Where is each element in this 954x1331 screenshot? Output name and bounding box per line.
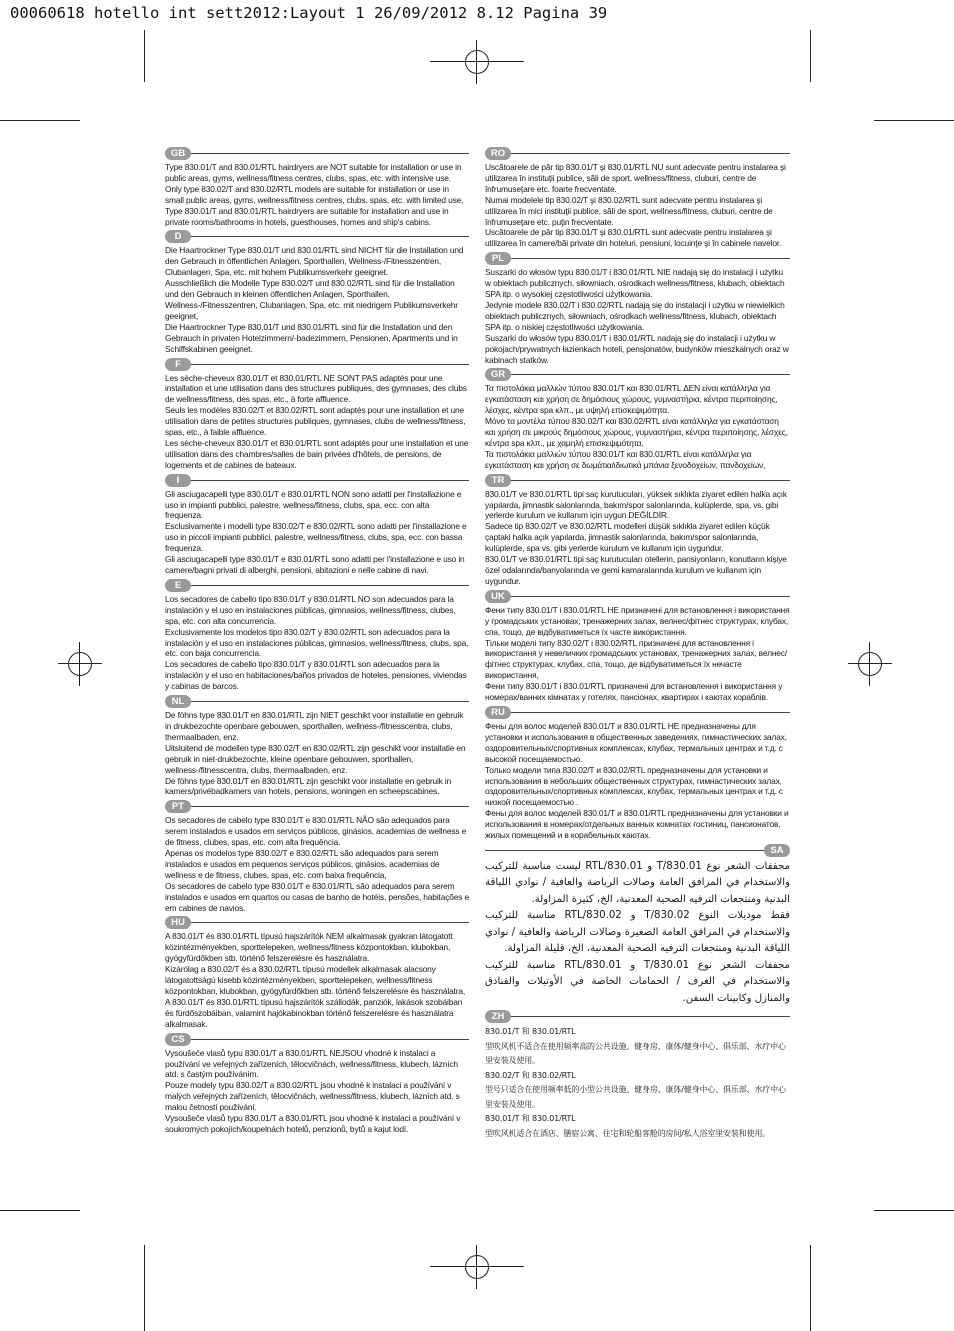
section-zh: [485, 1010, 790, 1141]
language-badge: UK: [485, 590, 511, 603]
section-cs: [165, 1033, 469, 1135]
crop-mark: [874, 1210, 954, 1211]
crop-mark: [0, 120, 80, 121]
registration-mark-top: [455, 40, 499, 84]
language-badge: RU: [485, 706, 511, 719]
section-text: 830.01/T 和 830.01/RTL 型吹风机不适合在使用频率高的公共设施、健身房、康体/健身中心、俱乐部、水疗中心里安装及使用。 830.02/T 和 830.02/RTL 型号只适合在使用频率低的小型公共设施、健身房、康体/健身中心、俱乐部、水疗中心里安装及使用。 830.01/T 和 830.01/RTL 型吹风机适合在酒店、膳宿公寓、住宅和轮船客舱的房间/私人浴室里安装和使用。: [485, 1027, 786, 1138]
section-text: 830.01/T ve 830.01/RTL tipi saç kurutucuları, yüksek sıklıkta ziyaret edilen halka açık yapılarda, jimnastik salonlarında, bakım/spor salonlarında, kulüplerde, spa, vs. gibi yerlerde kurulum ve kullanım için uygun DEĞİLDİR. Sadece tip 830.02/T ve 830.02/RTL modelleri düşük sıklıkla ziyaret edilen küçük çaptaki halka açık yapılarda, jimnastik salonlarında, bakım/spor salonlarında, kulüplerde, spa vs. gibi yerlerde kurulum ve kullanım için uygundur. 830.01/T ve 830.01/RTL tipi saç kurutucuları otellerin, pansiyonların, konutların kişiye özel odalarında/banyolarında ve gemi kamaralarında kurulum ve kullanım için uygundur.: [485, 488, 787, 586]
section-text: مجففات الشعر نوع 830.01/T و 830.01/RTL ليست مناسبة للتركيب والاستخدام في المرافق العامة وصالات الرياضة والعافية / نوادي اللياقة البدنية ومنتجعات الترفيه الصحية المعدنية، الخ، كثيرة المزاولة. فقط موديلات النوع 830.02/T و 830.02/RTL مناسبة للتركيب والاستخدام في المرافق العامة الصغيرة وصالات الرياضة والعافية / نوادي اللياقة البدنية ومنتجعات الترفيه الصحية المعدنية، الخ، قليلة المزاولة. مجففات الشعر نوع 830.01/T و 830.01/RTL مناسبة للتركيب والاستخدام في الغرف / الحمامات الخاصة في الأوتيلات والفنادق والمنازل وكابينات السفن.: [485, 860, 790, 1004]
section-text: Фены для волос моделей 830.01/T и 830.01/RTL НЕ предназначены для установки и использования в общественных заведениях, гимнастических залах, оздоровительных/спортивных комплексах, клубах, термальных центрах и т.д. с высокой посещаемостью. Только модели типа 830.02/T и 830.02/RTL предназначены для установки и использования в небольших общественных структурах, гимнастических залах, оздоровительных/спортивных комплексах, клубах, термальных центрах и т.д. с низкой посещаемостью . Фены для волос моделей 830.01/T и 830.01/RTL предназначены для установки и использования в номерах/отдельных ванных комнатах гостиниц, пансионатов, жилых помещений и в корабельных каютах.: [485, 720, 789, 841]
section-nl: [165, 695, 469, 797]
section-text: Die Haartrockner Type 830.01/T und 830.01/RTL sind NICHT für die Installation und den Gebrauch in öffentlichen Anlagen, Sporthallen, Wellness-/Fitnesszentren, Clubanlagen, Spa, etc. mit hohem Publikumsverkehr geeignet. Ausschließlich die Modelle Type 830.02/T und 830.02/RTL sind für die Installation und den Gebrauch in kleinen öffentlichen Anlagen, Sporthallen, Wellness-/Fitnesszentren, Clubanlagen, Spa, etc. mit niedrigem Publikumsverkehr geeignet, Die Haartrockner Type 830.01/T und 830.01/RTL sind für die Installation und den Gebrauch in privaten Hotelzimmern/-badezimmern, Pensionen, Apartments und in Schiffskabinen geeignet.: [165, 245, 464, 354]
section-d: [165, 230, 469, 354]
section-e: [165, 579, 469, 692]
section-text: Uscătoarele de păr tip 830.01/T şi 830.01/RTL NU sunt adecvate pentru instalarea şi utilizarea în instituţii publice, săli de sport, wellness/fitness, cluburi, centre de înfrumuseţare etc. foarte frecventate. Numai modelele tip 830.02/T şi 830.02/RTL sunt adecvate pentru instalarea şi utilizarea în mici instituţii publice, săli de sport, wellness/fitness, cluburi, centre de înfrumuseţare etc. puţin frecventate. Uscătoarele de păr tip 830.01/T şi 830.01/RTL sunt adecvate pentru instalarea şi utilizarea în camere/băi private din hoteluri, pensiuni, locuinţe şi în cabinele navelor.: [485, 162, 786, 249]
section-text: A 830.01/T és 830.01/RTL típusú hajszárítók NEM alkalmasak gyakran látogatott közintézményekben, sporttelepeken, wellness/fitness központokban, klubokban, gyógyfürdőkben stb. történő felszerelésre és használatra. Kizárólag a 830.02/T és a 830.02/RTL típusú modellek alkalmasak alacsony látogatottságú kisebb közintézményekben, sporttelepeken, wellness/fitness központokban, klubokban, gyógyfürdőkben stb. történő felszerelésre és használatra, A 830.01/T és 830.01/RTL típusú hajszárítók szállodák, panziók, lakások szobáiban és fürdőszobáiban, valamint hajókabinokban történő felszerelésre és használatra alkalmasak.: [165, 931, 466, 1029]
section-ru: [485, 706, 790, 841]
language-badge: ZH: [485, 1010, 511, 1023]
language-badge: PL: [485, 252, 511, 265]
crop-mark: [810, 1245, 811, 1331]
crop-mark: [874, 120, 954, 121]
language-badge: F: [165, 358, 191, 371]
section-text: Τα πιστολάκια μαλλιών τύπου 830.01/T και 830.01/RTL ΔΕΝ είναι κατάλληλα για εγκατάσταση και χρήση σε δημόσιους χώρους, γυμναστήρια, κέντρα περιποίησης, λέσχες, κέντρα spa κλπ., με υψηλή επισκεψιμότητα. Μόνο τα μοντέλα τύπου 830.02/T και 830.02/RTL είναι κατάλληλα για εγκατάσταση και χρήση σε μικρούς δημόσιους χώρους, γυμναστήρια, κέντρα περιποίησης, λέσχες, κέντρα spa κλπ., με χαμηλή επισκεψιμότητα, Τα πιστολάκια μαλλιών τύπου 830.01/T και 830.01/RTL είναι κατάλληλα για εγκατάσταση και χρήση σε δωμάτια/ιδιωτικά μπάνια ξενοδοχείων, πανδοχείων,: [485, 383, 788, 470]
language-badge: NL: [165, 695, 191, 708]
language-badge: I: [165, 474, 191, 487]
language-badge: GB: [165, 147, 191, 160]
language-badge: GR: [485, 368, 511, 381]
crop-mark: [810, 30, 811, 82]
section-text: Les sèche-cheveux 830.01/T et 830.01/RTL NE SONT PAS adaptés pour une installation et une utilisation dans des structures publiques, des gymnases, des clubs de wellness/fitness, des spas, etc., à forte affluence. Seuls les modèles 830.02/T et 830.02/RTL sont adaptés pour une installation et une utilisation dans de petites structures publiques, gymnases, clubs de wellness/fitness, spas, etc., à faible affluence. Les sèche-cheveux 830.01/T et 830.01/RTL sont adaptés pour une installation et une utilisation dans des chambres/salles de bain privées d'hôtels, de pensions, de logements et de cabines de bateaux.: [165, 372, 469, 470]
section-pl: [485, 252, 790, 365]
crop-mark: [0, 1210, 80, 1211]
section-text: Vysoušeče vlasů typu 830.01/T a 830.01/RTL NEJSOU vhodné k instalaci a používání ve veřejných zařízeních, tělocvičnách, wellness/fitness, klubech, lázních atd. s častým používáním. Pouze modely typu 830.02/T a 830.02/RTL jsou vhodné k instalaci a používání v malých veřejných zařízeních, tělocvičnách, wellness/fitness, klubech, lázních atd. s malou četností používání. Vysoušeče vlasů typu 830.01/T a 830.01/RTL jsou vhodné k instalaci a používání v soukromých pokojích/koupelnách hotelů, penzionů, bytů a kajut lodí.: [165, 1047, 461, 1134]
language-badge: D: [165, 230, 191, 243]
language-badge: CS: [165, 1033, 191, 1046]
language-badge: SA: [764, 844, 790, 857]
crop-mark: [144, 30, 145, 82]
crop-mark: [144, 1245, 145, 1331]
section-sa: [485, 844, 790, 1008]
section-text: Suszarki do włosów typu 830.01/T i 830.01/RTL NIE nadają się do instalacji i użytku w obiektach publicznych, siłowniach, ośrodkach wellness/fitness, klubach, obiektach SPA itp. o wysokiej częstotliwości użytkowania. Jedynie modele 830.02/T i 830.02/RTL nadają się do instalacji i użytku w niewielkich obiektach publicznych, siłowniach, ośrodkach wellness/fitness, klubach, obiektach SPA itp. o niskiej częstotliwości użytkowania. Suszarki do włosów typu 830.01/T i 830.01/RTL nadają się do instalacji i użytku w pokojach/prywatnych łazienkach hoteli, pensjonatów, budynków mieszkalnych oraz w kabinach statków.: [485, 267, 789, 365]
language-badge: RO: [485, 147, 511, 160]
registration-mark-left: [58, 642, 102, 686]
section-text: De föhns type 830.01/T en 830.01/RTL zijn NIET geschikt voor installatie en gebruik in drukbezochte openbare gebouwen, sporthallen, wellness-/fitnesscentra, clubs, thermaalbaden, enz. Uitsluitend de modellen type 830.02/T en 830.02/RTL zijn geschikt voor installatie en gebruik in niet-drukbezochte, kleine openbare gebouwen, sporthallen, wellness-/fitnesscentra, clubs, thermaalbaden, enz. De föhns type 830.01/T en 830.01/RTL zijn geschikt voor installatie en gebruik in kamers/privébadkamers van hotels, pensions, woningen en scheepscabines.: [165, 710, 466, 797]
section-gr: [485, 368, 790, 470]
section-gb: [165, 147, 469, 227]
section-hu: [165, 916, 469, 1029]
left-column: [165, 147, 469, 1138]
registration-mark-right: [848, 642, 892, 686]
section-f: [165, 358, 469, 471]
print-slug: 00060618 hotello int sett2012:Layout 1 26/09/2012 8.12 Pagina 39: [10, 4, 608, 22]
section-text: Los secadores de cabello tipo 830.01/T y 830.01/RTL NO son adecuados para la instalación y el uso en instalaciones públicas, gimnasios, wellness/fitness, clubes, spa, etc. con alta concurrencia. Exclusivamente los modelos tipo 830.02/T y 830.02/RTL son adecuados para la instalación y el uso en instalaciones públicas, gimnasios, wellness/fitness, clubs, spa, etc. con baja concurrencia. Los secadores de cabello tipo 830.01/T y 830.01/RTL son adecuados para la instalación y el uso en habitaciones/baños privados de hoteles, pensiones, viviendas y cabinas de barcos.: [165, 593, 469, 692]
section-uk: [485, 590, 790, 703]
section-i: [165, 474, 469, 576]
language-badge: PT: [165, 800, 191, 813]
language-badge: HU: [165, 916, 191, 929]
section-pt: [165, 800, 469, 913]
section-tr: [485, 474, 790, 587]
language-badge: E: [165, 579, 191, 592]
section-text: Фени типу 830.01/T і 830.01/RTL НЕ призначені для встановлення і використання у громадських установах, тренажерних залах, велнес/фітнес структурах, клубах, спа, тощо, де відбуватиметься їх часте використання. Тільки моделі типу 830.02/T і 830.02/RTL призначені для встановлення і використання у невеличких громадських установах, тренажерних залах, велнес/фітнес структурах, клубах, спа, тощо, де відбуватиметься їх нечасте використання, Фени типу 830.01/T і 830.01/RTL призначені для встановлення і використання у номерах/ванних кімнатах у готелях, пансіонах, квартирах і каютах кораблів.: [485, 604, 790, 703]
section-text: Gli asciugacapelli type 830.01/T e 830.01/RTL NON sono adatti per l'installazione e uso in impianti pubblici, palestre, wellness/fitness, clubs, spa, ecc. con alta frequenza. Esclusivamente i modelli type 830.02/T e 830.02/RTL sono adatti per l'installazione e uso in piccoli impianti pubblici, palestre, wellness/fitness, clubs, spa, ecc. con bassa frequenza. Gli asciugacapelli type 830.01/T e 830.01/RTL sono adatti per l'installazione e uso in camere/bagni privati di alberghi, pensioni, abitazioni e nelle cabine di navi.: [165, 488, 467, 575]
language-badge: TR: [485, 474, 511, 487]
section-ro: [485, 147, 790, 249]
section-text: Os secadores de cabelo type 830.01/T e 830.01/RTL NÃO são adequados para serem instalados e usados em serviços públicos, ginásios, academias de wellness e de fitness, clubes, spas, etc. com alta frequência. Apenas os modelos type 830.02/T e 830.02/RTL são adequados para serem instalados e usados em pequenos serviços públicos, ginásios, academias de wellness e de fitness, clubes, spas, etc. com baixa frequência, Os secadores de cabelo type 830.01/T e 830.01/RTL são adequados para serem instalados e usados em quartos ou casas de banho de hotéis, pensões, habitações e em cabines de navios.: [165, 815, 469, 913]
right-column: [485, 147, 790, 1144]
registration-mark-bottom: [455, 1245, 499, 1289]
section-text: Type 830.01/T and 830.01/RTL hairdryers are NOT suitable for installation or use in public areas, gyms, wellness/fitness centres, clubs, spas, etc. with intensive use. Only type 830.02/T and 830.02/RTL models are suitable for installation or use in small public areas, gyms, wellness/fitness centres, clubs, spas, etc. with limited use, Type 830.01/T and 830.01/RTL hairdryers are suitable for installation and use in private rooms/bathrooms in hotels, guesthouses, homes and ship's cabins.: [165, 162, 464, 227]
